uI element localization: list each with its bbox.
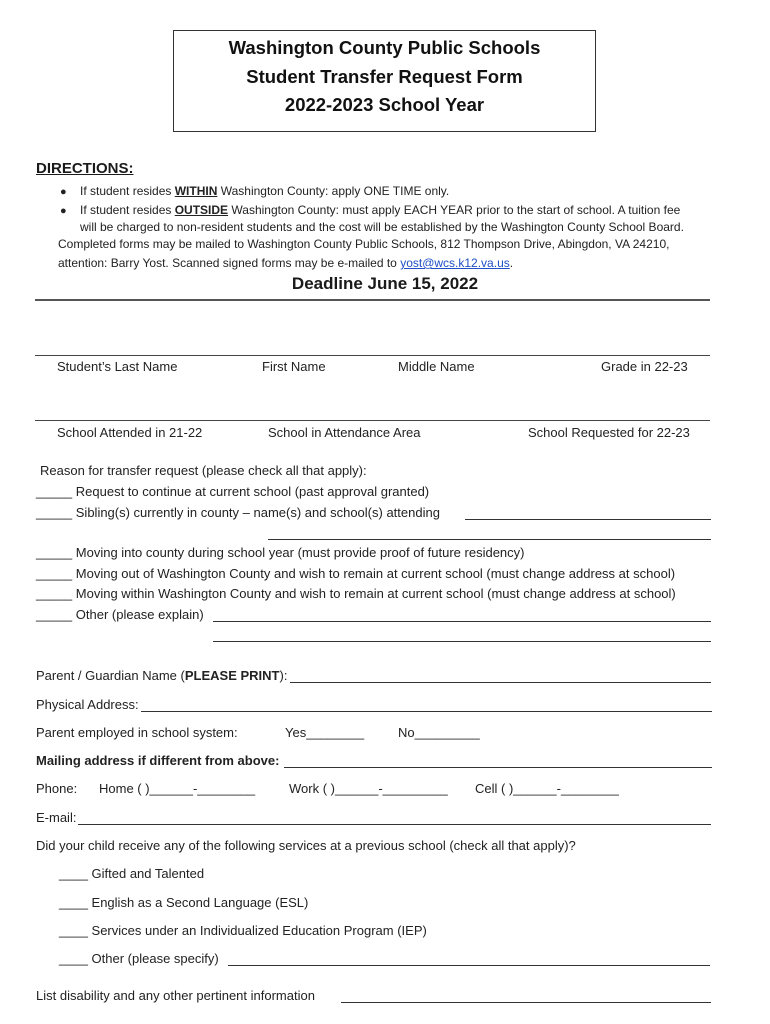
reason-moving-out[interactable]: _____ Moving out of Washington County and wish to remain at current school (must change address at school): [36, 566, 676, 581]
sibling-line[interactable]: [465, 519, 711, 520]
bullet-dot: ●: [60, 186, 67, 198]
email-instructions: attention: Barry Yost. Scanned signed forms may be e-mailed to yost@wcs.k12.va.us.: [58, 256, 514, 270]
mailing-address-label: Mailing address if different from above:: [36, 753, 280, 768]
disability-label: List disability and any other pertinent information: [36, 988, 315, 1003]
school-attended-label: School Attended in 21-22: [57, 425, 203, 440]
bullet-outside: If student resides OUTSIDE Washington County: must apply EACH YEAR prior to the start of school. A tuition fee: [80, 203, 681, 217]
school-requested-label: School Requested for 22-23: [528, 425, 690, 440]
last-name-label: Student’s Last Name: [57, 359, 178, 374]
title-box: [173, 30, 596, 132]
other-line[interactable]: [213, 621, 711, 622]
reason-moving-within[interactable]: _____ Moving within Washington County and wish to remain at current school (must change address at school): [36, 586, 676, 601]
parent-name-field[interactable]: [290, 682, 711, 683]
bullet-within: If student resides WITHIN Washington County: apply ONE TIME only.: [80, 184, 450, 198]
student-name-line[interactable]: [35, 355, 710, 356]
deadline: Deadline June 15, 2022: [291, 274, 479, 293]
other-line-2[interactable]: [213, 641, 711, 642]
mailing-address-field[interactable]: [284, 767, 712, 768]
district-name: Washington County Public Schools: [228, 37, 541, 58]
parent-name-label: Parent / Guardian Name (PLEASE PRINT):: [36, 668, 288, 683]
employed-label: Parent employed in school system:: [36, 725, 238, 740]
home-phone-field[interactable]: Home ( )______-________: [99, 781, 256, 796]
email-label: E-mail:: [36, 810, 77, 825]
form-title: Student Transfer Request Form: [246, 66, 523, 87]
reason-heading: Reason for transfer request (please check all that apply):: [40, 463, 367, 478]
phone-label: Phone:: [36, 781, 78, 796]
school-year: 2022-2023 School Year: [284, 94, 485, 115]
service-gifted[interactable]: ____ Gifted and Talented: [59, 866, 205, 881]
employed-yes[interactable]: Yes________: [285, 725, 365, 740]
service-iep[interactable]: ____ Services under an Individualized Education Program (IEP): [59, 923, 427, 938]
divider: [35, 299, 710, 301]
email-link[interactable]: yost@wcs.k12.va.us: [400, 256, 510, 270]
work-phone-field[interactable]: Work ( )______-_________: [289, 781, 448, 796]
service-esl[interactable]: ____ English as a Second Language (ESL): [59, 895, 309, 910]
bullet-dot: ●: [60, 205, 67, 217]
email-field[interactable]: [78, 824, 711, 825]
employed-no[interactable]: No_________: [398, 725, 480, 740]
cell-phone-field[interactable]: Cell ( )______-________: [475, 781, 619, 796]
mail-instructions: Completed forms may be mailed to Washington County Public Schools, 812 Thompson Drive, Abingdon, VA 24210,: [58, 237, 670, 251]
attendance-area-label: School in Attendance Area: [268, 425, 421, 440]
bullet-outside-cont: will be charged to non-resident students and the cost will be established by the Washington County School Board.: [80, 220, 684, 234]
reason-continue[interactable]: _____ Request to continue at current school (past approval granted): [36, 484, 430, 499]
directions-heading: DIRECTIONS:: [36, 160, 134, 177]
physical-address-field[interactable]: [141, 711, 712, 712]
services-question: Did your child receive any of the following services at a previous school (check all that apply)?: [36, 838, 576, 853]
sibling-line-2[interactable]: [268, 539, 711, 540]
school-line[interactable]: [35, 420, 710, 421]
grade-label: Grade in 22-23: [601, 359, 688, 374]
reason-other[interactable]: _____ Other (please explain): [36, 607, 204, 622]
disability-field[interactable]: [341, 1002, 711, 1003]
reason-sibling[interactable]: _____ Sibling(s) currently in county – name(s) and school(s) attending: [36, 505, 440, 520]
physical-address-label: Physical Address:: [36, 697, 139, 712]
reason-moving-into[interactable]: _____ Moving into county during school year (must provide proof of future residency): [36, 545, 525, 560]
service-other[interactable]: ____ Other (please specify): [59, 951, 219, 966]
first-name-label: First Name: [262, 359, 326, 374]
middle-name-label: Middle Name: [398, 359, 475, 374]
service-other-field[interactable]: [228, 965, 710, 966]
